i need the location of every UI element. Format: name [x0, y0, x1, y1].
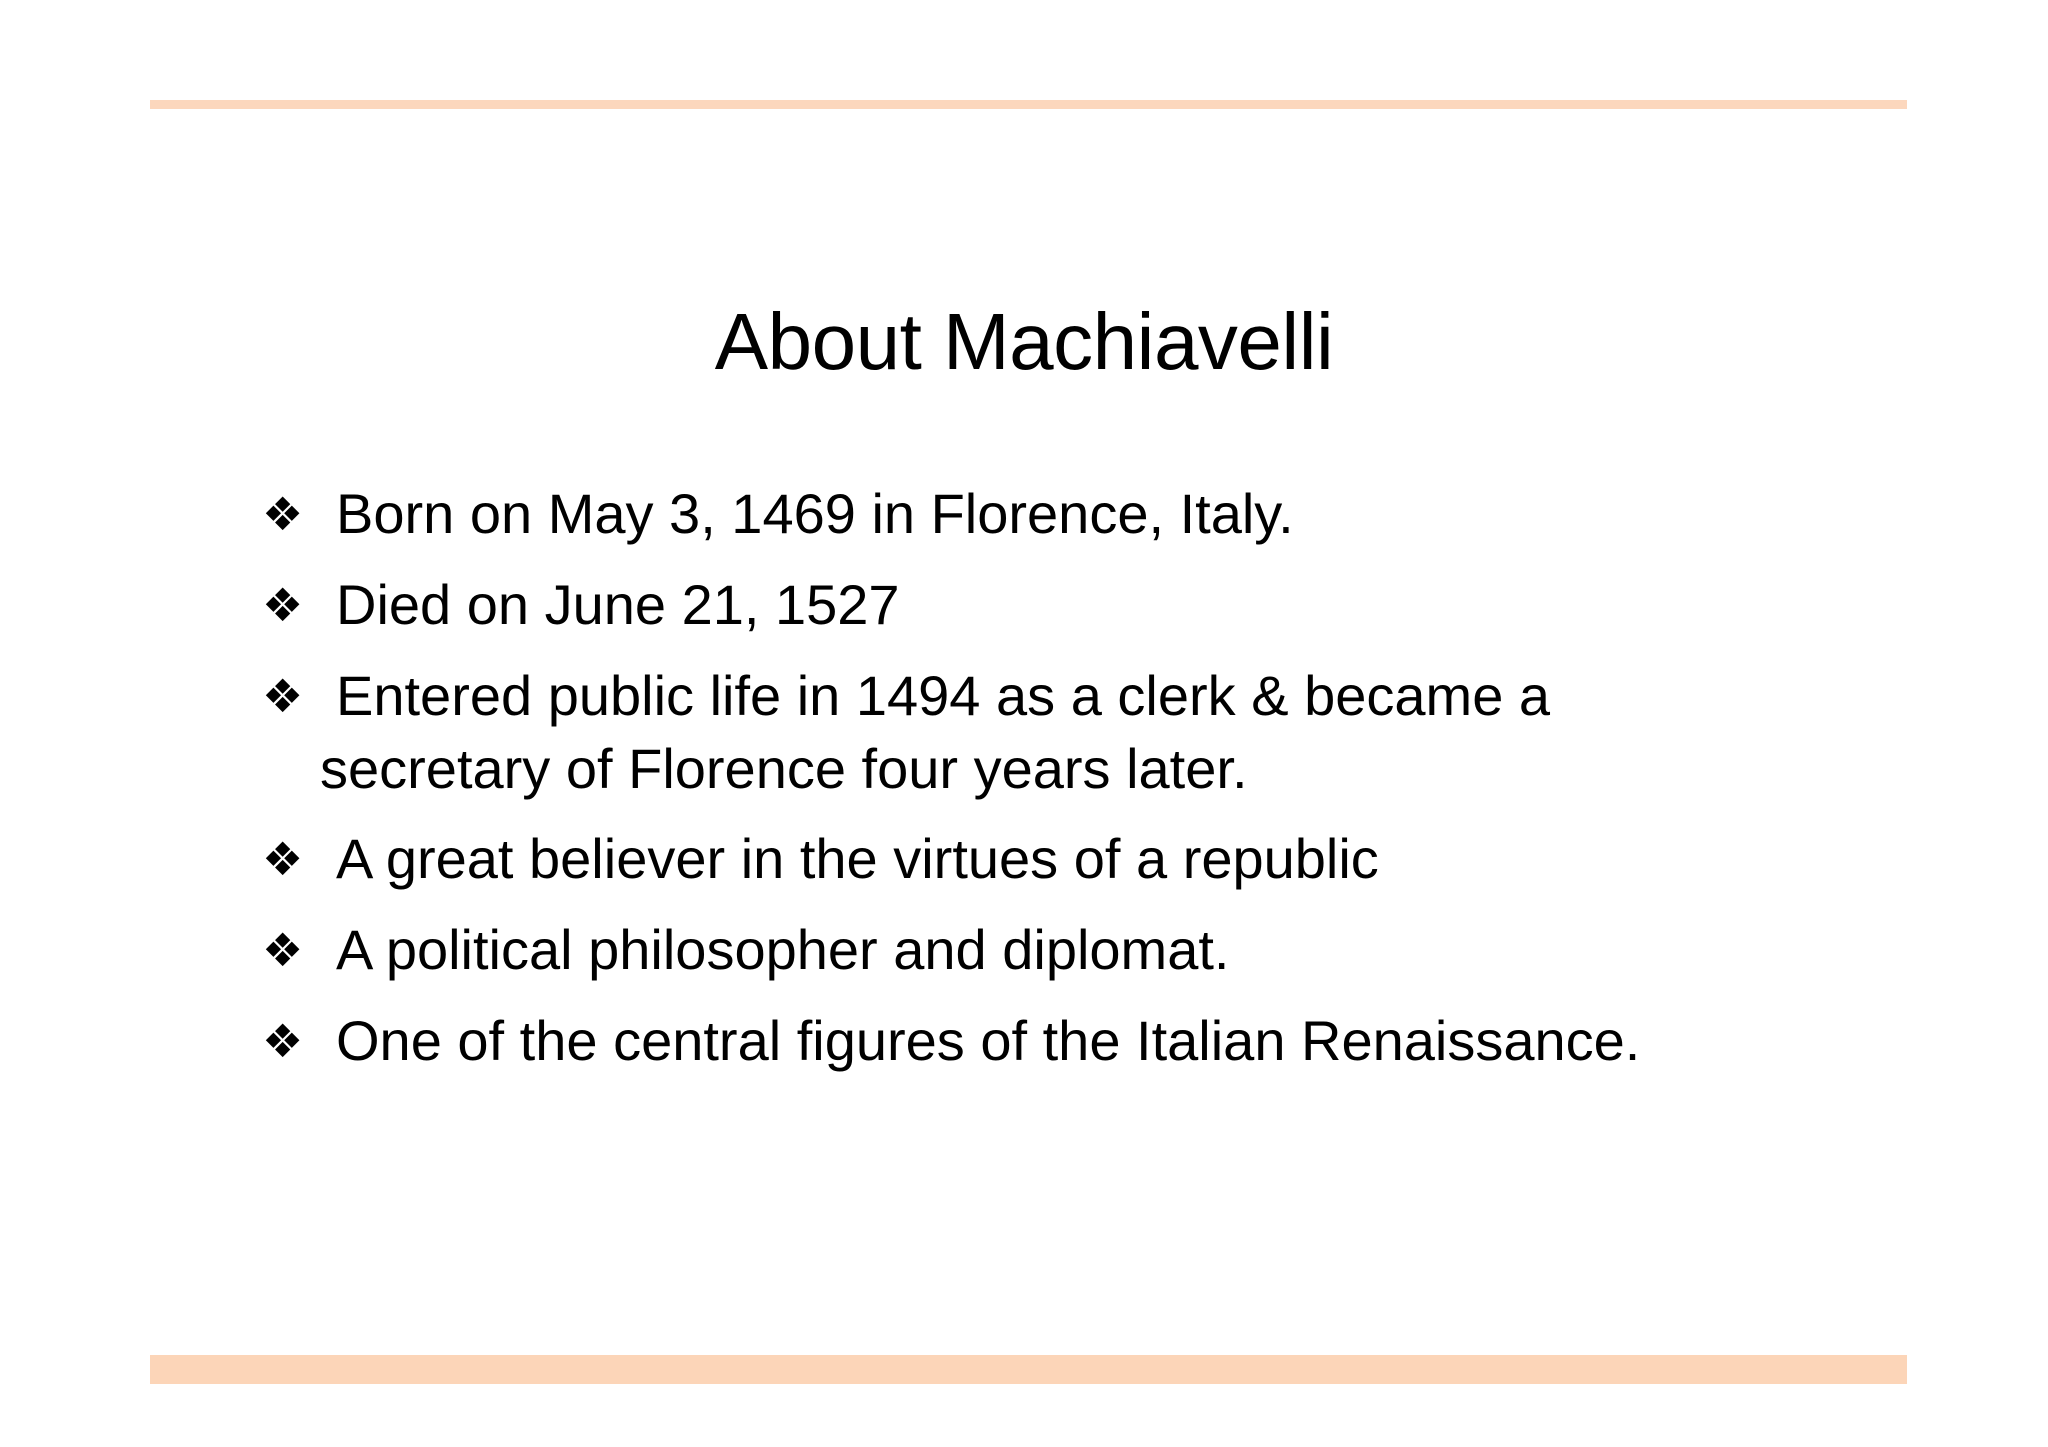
bullet-text: Entered public life in 1494 as a clerk & became a [336, 664, 1551, 727]
bullet-text: Born on May 3, 1469 in Florence, Italy. [336, 482, 1294, 545]
slide-title: About Machiavelli [714, 296, 1334, 386]
bullet-text: A great believer in the virtues of a republic [336, 827, 1379, 890]
bullet-text: A political philosopher and diplomat. [336, 918, 1230, 981]
bullet-text: One of the central figures of the Italian Renaissance. [336, 1009, 1641, 1072]
diamond-cluster-icon: ❖ [262, 488, 304, 540]
bullet-text: Died on June 21, 1527 [336, 573, 900, 636]
diamond-cluster-icon: ❖ [262, 579, 304, 631]
bullet-item [262, 569, 1962, 642]
bullet-item [262, 914, 1962, 987]
diamond-cluster-icon: ❖ [262, 833, 304, 885]
bullet-item [262, 1005, 1962, 1078]
diamond-cluster-icon: ❖ [262, 1015, 304, 1067]
bullet-text-continuation: secretary of Florence four years later. [320, 737, 1248, 800]
bullet-item [262, 660, 1962, 805]
diamond-cluster-icon: ❖ [262, 670, 304, 722]
top-decorative-rule [150, 100, 1907, 109]
bottom-decorative-rule [150, 1355, 1907, 1384]
bullet-item [262, 823, 1962, 896]
diamond-cluster-icon: ❖ [262, 924, 304, 976]
bullet-item [262, 478, 1962, 551]
